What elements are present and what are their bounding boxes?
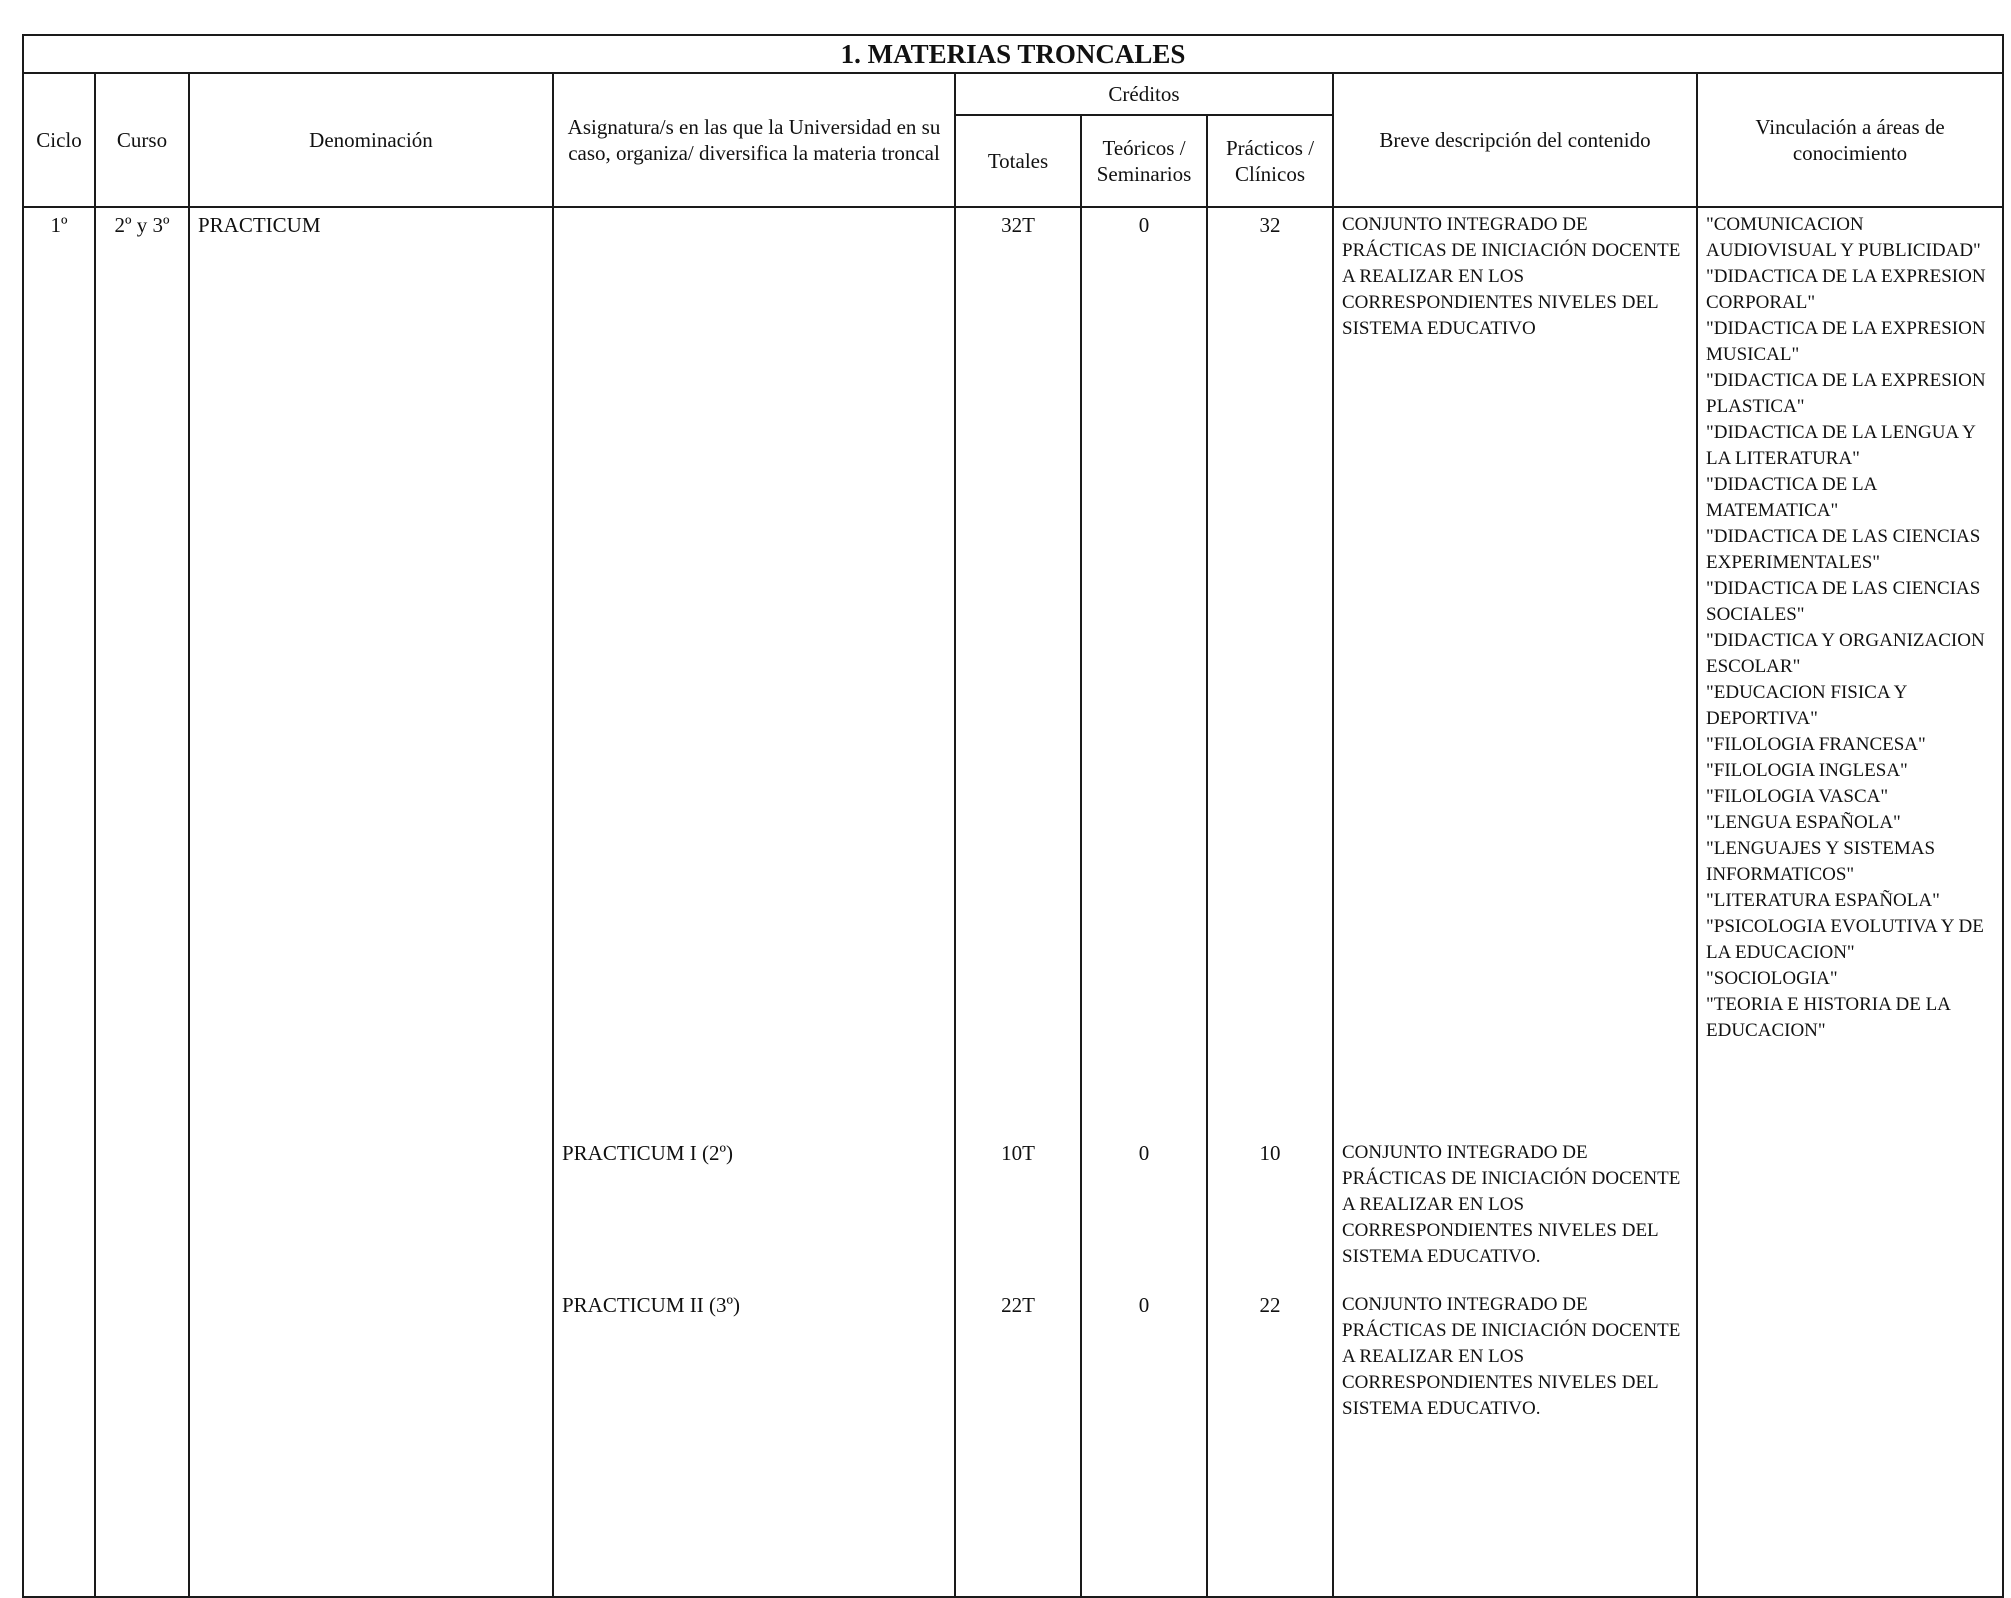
cell-areas [1697, 207, 2003, 1136]
cell-ciclo-sub [23, 1136, 95, 1597]
sub-practicos-2: 22 [1259, 1293, 1281, 1317]
cell-practicos [1207, 207, 1333, 1136]
area-item: "EDUCACION FISICA Y DEPORTIVA" [1706, 682, 1907, 729]
sub-teoricos-2: 0 [1138, 1293, 1150, 1317]
area-item: "FILOLOGIA VASCA" [1706, 786, 1889, 807]
header-ciclo: Ciclo [23, 73, 95, 207]
area-item: "DIDACTICA DE LA MATEMATICA" [1706, 474, 1877, 521]
teoricos-value: 0 [1138, 213, 1150, 237]
area-item: "LITERATURA ESPAÑOLA" [1706, 890, 1940, 911]
materias-table [22, 34, 2004, 1598]
cell-totales [955, 207, 1081, 1136]
table-row-sub [23, 1136, 2003, 1597]
area-item: "DIDACTICA DE LAS CIENCIAS EXPERIMENTALES" [1706, 526, 1981, 573]
area-item: "DIDACTICA DE LA EXPRESION CORPORAL" [1706, 266, 1986, 313]
table-row-main [23, 207, 2003, 1136]
cell-descripcion [1333, 207, 1697, 1136]
cell-ciclo [23, 207, 95, 1136]
cell-teoricos [1081, 207, 1207, 1136]
denominacion-value: PRACTICUM [198, 213, 321, 237]
sub-asignatura-1: PRACTICUM I (2º) [562, 1141, 734, 1165]
header-descripcion-text: Breve descripción del contenido [1379, 128, 1651, 152]
area-item: "PSICOLOGIA EVOLUTIVA Y DE LA EDUCACION" [1706, 916, 1984, 963]
sub-practicos-1: 10 [1259, 1141, 1281, 1165]
header-totales: Totales [955, 115, 1081, 207]
table-title: 1. MATERIAS TRONCALES [23, 35, 2003, 73]
area-item: "DIDACTICA DE LAS CIENCIAS SOCIALES" [1706, 578, 1981, 625]
sub-teoricos-1: 0 [1138, 1141, 1150, 1165]
area-item: "FILOLOGIA FRANCESA" [1706, 734, 1926, 755]
header-practicos-text: Prácticos / Clínicos [1225, 136, 1315, 186]
practicos-value: 32 [1259, 213, 1281, 237]
cell-practicos-sub [1207, 1136, 1333, 1597]
cell-areas-sub [1697, 1136, 2003, 1597]
header-asignaturas [553, 73, 955, 207]
areas-list [1698, 208, 2002, 1048]
area-item: "FILOLOGIA INGLESA" [1706, 760, 1908, 781]
header-asignaturas-text: Asignatura/s en las que la Universidad en su caso, organiza/ diversifica la materia troncal [567, 115, 941, 165]
header-descripcion [1333, 73, 1697, 207]
area-item: "SOCIOLOGIA" [1706, 968, 1838, 989]
header-creditos: Créditos [955, 73, 1333, 115]
area-item: "LENGUA ESPAÑOLA" [1706, 812, 1901, 833]
sub-asignatura-2: PRACTICUM II (3º) [562, 1293, 741, 1317]
area-item: "COMUNICACION AUDIOVISUAL Y PUBLICIDAD" [1706, 214, 1981, 261]
asignatura-value [554, 208, 954, 216]
area-item: "DIDACTICA DE LA EXPRESION MUSICAL" [1706, 318, 1986, 365]
ciclo-value: 1º [50, 213, 68, 237]
area-item: "DIDACTICA Y ORGANIZACION ESCOLAR" [1706, 630, 1985, 677]
document-page [22, 34, 2002, 1515]
curso-value: 2º y 3º [114, 213, 170, 237]
cell-teoricos-sub [1081, 1136, 1207, 1597]
totales-value: 32T [1001, 213, 1035, 237]
sub-totales-1: 10T [1001, 1141, 1035, 1165]
descripcion-value: CONJUNTO INTEGRADO DE PRÁCTICAS DE INICIACIÓN DOCENTE A REALIZAR EN LOS CORRESPONDIENTES NIVELES DEL SISTEMA EDUCATIVO [1342, 214, 1681, 339]
header-curso: Curso [95, 73, 189, 207]
header-teoricos [1081, 115, 1207, 207]
cell-totales-sub [955, 1136, 1081, 1597]
header-vinculacion-text: Vinculación a áreas de conocimiento [1755, 115, 1945, 165]
area-item: "DIDACTICA DE LA EXPRESION PLASTICA" [1706, 370, 1986, 417]
sub-totales-2: 22T [1001, 1293, 1035, 1317]
area-item: "DIDACTICA DE LA LENGUA Y LA LITERATURA" [1706, 422, 1976, 469]
cell-asignatura-sub [553, 1136, 955, 1597]
header-practicos [1207, 115, 1333, 207]
header-vinculacion [1697, 73, 2003, 207]
cell-denominacion [189, 207, 553, 1136]
header-denominacion: Denominación [189, 73, 553, 207]
sub-descripcion-1: CONJUNTO INTEGRADO DE PRÁCTICAS DE INICIACIÓN DOCENTE A REALIZAR EN LOS CORRESPONDIENTES NIVELES DEL SISTEMA EDUCATIVO. [1342, 1142, 1681, 1267]
cell-curso-sub [95, 1136, 189, 1597]
cell-curso [95, 207, 189, 1136]
area-item: "LENGUAJES Y SISTEMAS INFORMATICOS" [1706, 838, 1936, 885]
cell-asignatura [553, 207, 955, 1136]
header-teoricos-text: Teóricos / Seminarios [1096, 136, 1192, 186]
cell-denominacion-sub [189, 1136, 553, 1597]
cell-descripcion-sub [1333, 1136, 1697, 1597]
area-item: "TEORIA E HISTORIA DE LA EDUCACION" [1706, 994, 1950, 1041]
sub-descripcion-2: CONJUNTO INTEGRADO DE PRÁCTICAS DE INICIACIÓN DOCENTE A REALIZAR EN LOS CORRESPONDIENTES NIVELES DEL SISTEMA EDUCATIVO. [1342, 1294, 1681, 1419]
